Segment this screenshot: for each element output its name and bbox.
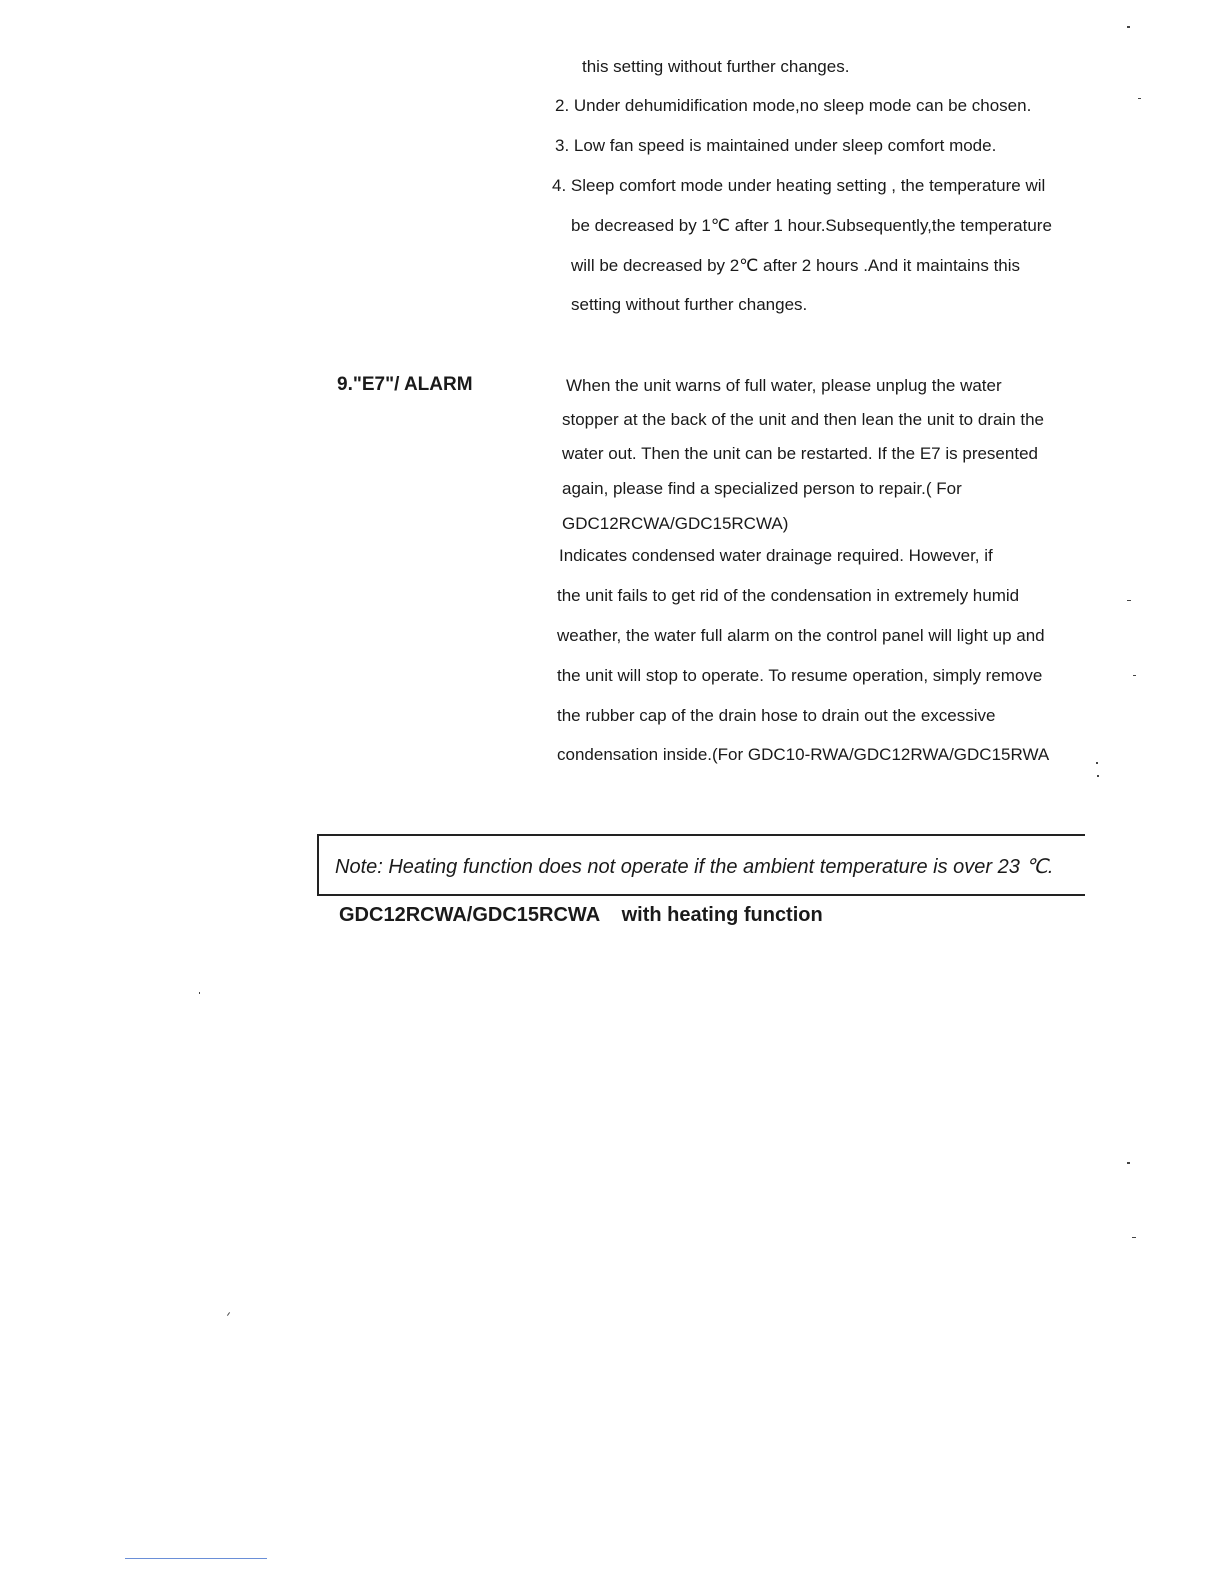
sleep-note-line-1: this setting without further changes. <box>582 57 850 76</box>
alarm-para2-line-4: the unit will stop to operate. To resume operation, simply remove <box>557 666 1043 685</box>
heating-note: Note: Heating function does not operate if the ambient temperature is over 23 ℃. <box>335 856 1054 878</box>
sleep-note-line-7: setting without further changes. <box>571 295 808 314</box>
scan-speck <box>1133 675 1136 676</box>
footer-rule <box>125 1558 267 1559</box>
alarm-heading: 9."E7"/ ALARM <box>337 374 473 395</box>
sleep-note-line-6: will be decreased by 2℃ after 2 hours .And it maintains this <box>571 256 1021 275</box>
alarm-para2-line-1: Indicates condensed water drainage required. However, if <box>559 546 993 565</box>
sleep-note-line-5: be decreased by 1℃ after 1 hour.Subsequently,the temperature <box>571 216 1052 235</box>
alarm-para1-line-1: When the unit warns of full water, please unplug the water <box>566 376 1002 395</box>
alarm-para1-line-3: water out. Then the unit can be restarted. If the E7 is presented <box>562 444 1038 463</box>
note-box <box>317 834 1085 896</box>
scan-speck <box>1097 775 1099 777</box>
alarm-para2-line-5: the rubber cap of the drain hose to drain out the excessive <box>557 706 996 725</box>
sleep-note-line-2: 2. Under dehumidification mode,no sleep mode can be chosen. <box>555 96 1032 115</box>
scan-speck <box>1127 600 1131 601</box>
alarm-para1-line-2: stopper at the back of the unit and then lean the unit to drain the <box>562 410 1045 429</box>
alarm-para1-line-5: GDC12RCWA/GDC15RCWA) <box>562 514 789 533</box>
scan-speck <box>1127 1162 1130 1164</box>
scan-speck <box>1127 26 1130 28</box>
alarm-para1-line-4: again, please find a specialized person to repair.( For <box>562 479 962 498</box>
alarm-para2-line-6: condensation inside.(For GDC10-RWA/GDC12RWA/GDC15RWA <box>557 745 1050 764</box>
scan-speck <box>199 992 200 994</box>
model-heading: GDC12RCWA/GDC15RCWA with heating function <box>339 904 823 926</box>
scan-speck <box>1132 1237 1136 1238</box>
scan-speck <box>227 1312 230 1316</box>
alarm-para2-line-2: the unit fails to get rid of the condensation in extremely humid <box>557 586 1020 605</box>
scan-speck <box>1096 762 1098 764</box>
sleep-note-line-4: 4. Sleep comfort mode under heating setting , the temperature wil <box>552 176 1046 195</box>
sleep-note-line-3: 3. Low fan speed is maintained under sleep comfort mode. <box>555 136 997 155</box>
scan-speck <box>1138 98 1141 99</box>
alarm-para2-line-3: weather, the water full alarm on the control panel will light up and <box>557 626 1045 645</box>
